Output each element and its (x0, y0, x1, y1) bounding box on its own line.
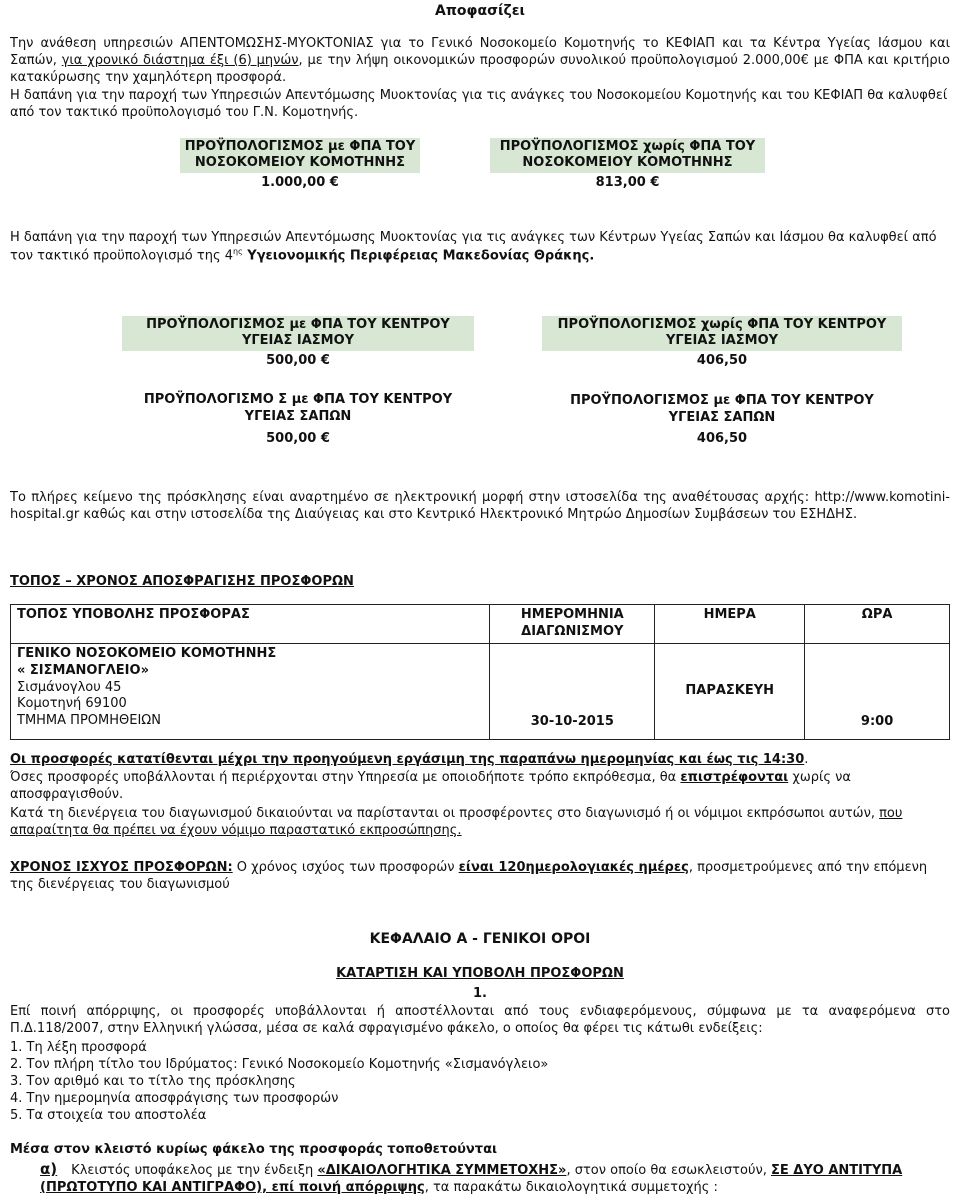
inside-envelope-heading: Μέσα στον κλειστό κυρίως φάκελο της προσφοράς τοποθετούνται (10, 1142, 498, 1157)
budget-without-vat-label: ΠΡΟΫΠΟΛΟΓΙΣΜΟΣ χωρίς ΦΠΑ ΤΟΥ ΝΟΣΟΚΟΜΕΙΟΥ ΚΟΜΟΤΗΝΗΣ (490, 138, 765, 173)
page-title: Αποφασίζει (435, 3, 525, 19)
place-line-5: ΤΜΗΜΑ ΠΡΟΜΗΘΕΙΩΝ (17, 713, 161, 729)
place-line-2: « ΣΙΣΜΑΝΟΓΛΕΙΟ» (17, 662, 149, 678)
chapter-subtitle: ΚΑΤΑΡΤΙΣΗ ΚΑΙ ΥΠΟΒΟΛΗ ΠΡΟΣΦΟΡΩΝ (336, 966, 624, 981)
sched-header-place: ΤΟΠΟΣ ΥΠΟΒΟΛΗΣ ΠΡΟΣΦΟΡΑΣ (11, 605, 490, 644)
validity-c: , προσμετρούμενες από την επόμενη της διενέργειας του διαγωνισμού (10, 860, 928, 892)
alpha-a: Κλειστός υποφάκελος με την ένδειξη (71, 1163, 318, 1178)
alpha-c: , στον οποίο θα εσωκλειστούν, (566, 1163, 771, 1178)
budget-with-vat-label: ΠΡΟΫΠΟΛΟΓΙΣΜΟΣ με ΦΠΑ ΤΟΥ ΝΟΣΟΚΟΜΕΙΟΥ ΚΟΜΟΤΗΝΗΣ (180, 138, 420, 173)
budget-table-health-centers (122, 316, 902, 450)
full-text-paragraph: Το πλήρες κείμενο της πρόσκλησης είναι αναρτημένο σε ηλεκτρονική μορφή στην ιστοσελίδα της αναθέτουσας αρχής: http://www.komotini-hospital.gr καθώς και στην ιστοσελίδα της Διαύγειας και στο Κεντρικό Ηλεκτρονικό Μητρώο Δημοσίων Συμβάσεων του ΕΣΗΔΗΣ. (10, 490, 950, 522)
list-item: 1. Τη λέξη προσφορά (10, 1040, 147, 1055)
intro-p1-part-b: , με την λήψη οικονομικών προσφορών συνολικού προϋπολογισμού 2.000,00€ με ΦΠΑ και κριτήριο κατακύρωσης την χαμηλότερη προσφορά. (10, 52, 950, 85)
place-time-heading: ΤΟΠΟΣ – ΧΡΟΝΟΣ ΑΠΟΣΦΡΑΓΙΣΗΣ ΠΡΟΣΦΟΡΩΝ (10, 574, 354, 589)
place-line-3: Σισμάνογλου 45 (17, 679, 122, 695)
p3-text: Η δαπάνη για την παροχή των Υπηρεσιών Απεντόμωσης Μυοκτονίας για τις ανάγκες των Κέντρων Υγείας Σαπών και Ιάσμου θα καλυφθεί από τον τακτικό προϋπολογισμό της 4 (10, 230, 937, 264)
list-item: 5. Τα στοιχεία του αποστολέα (10, 1107, 207, 1123)
validity-label: ΧΡΟΝΟΣ ΙΣΧΥΟΣ ΠΡΟΣΦΟΡΩΝ: (10, 860, 233, 875)
schedule-table (10, 604, 950, 740)
iasmou-without-vat-label: ΠΡΟΫΠΟΛΟΓΙΣΜΟΣ χωρίς ΦΠΑ ΤΟΥ ΚΕΝΤΡΟΥ ΥΓΕΙΑΣ ΙΑΣΜΟΥ (542, 316, 902, 351)
sched-time: 9:00 (805, 643, 950, 739)
intro-p1-part-a: Την ανάθεση υπηρεσιών ΑΠΕΝΤΟΜΩΣΗΣ-ΜΥΟΚΤΟΝΙΑΣ για το Γενικό Νοσοκομείο Κομοτηνής το ΚΕΦΙΑΠ και τα Κέντρα Υγείας Ιάσμου και Σαπών, (10, 36, 950, 68)
sched-date: 30-10-2015 (490, 643, 655, 739)
late-a: Όσες προσφορές υποβάλλονται ή περιέρχονται στην Υπηρεσία με οποιοδήποτε τρόπο εκπρόθεσμα, θα (10, 770, 681, 785)
alpha-d: ΣΕ ΔΥΟ ΑΝΤΙΤΥΠΑ (ΠΡΩΤΟΤΥΠΟ ΚΑΙ ΑΝΤΙΓΡΑΦΟ), επί ποινή απόρριψης (40, 1163, 903, 1195)
budget-with-vat-value: 1.000,00 € (180, 173, 420, 194)
alpha-b: «ΔΙΚΑΙΟΛΟΓΗΤΙΚΑ ΣΥΜΜΕΤΟΧΗΣ» (317, 1163, 567, 1178)
sched-place-cell (11, 643, 490, 739)
deadline-note: Οι προσφορές κατατίθενται μέχρι την προηγούμενη εργάσιμη της παραπάνω ημερομηνίας και έως τις 14:30. (10, 752, 809, 767)
intro-paragraph-1 (10, 36, 950, 87)
place-line-4: Κομοτηνή 69100 (17, 696, 127, 712)
envelope-list (10, 1040, 950, 1124)
sapon-with-vat-value: 500,00 € (122, 429, 474, 450)
budget-without-vat-value: 813,00 € (490, 173, 765, 194)
list-item: 2. Τον πλήρη τίτλο του Ιδρύματος: Γενικό Νοσοκομείο Κομοτηνής «Σισμανόγλειο» (10, 1056, 549, 1072)
list-item: 4. Την ημερομηνία αποσφράγισης των προσφορών (10, 1090, 339, 1106)
attendance-note (10, 806, 950, 840)
sched-header-date: ΗΜΕΡΟΜΗΝΙΑ ΔΙΑΓΩΝΙΣΜΟΥ (490, 605, 655, 644)
budget-table-hospital (180, 138, 765, 193)
sched-day: ΠΑΡΑΣΚΕΥΗ (655, 643, 805, 739)
late-b: επιστρέφονται (680, 770, 789, 785)
validity-b: είναι 120ημερολογιακές ημέρες (458, 860, 689, 875)
sched-header-day: ΗΜΕΡΑ (655, 605, 805, 644)
validity-a: Ο χρόνος ισχύος των προσφορών (232, 860, 459, 875)
attend-a: Κατά τη διενέργεια του διαγωνισμού δικαιούνται να παρίστανται οι προσφέροντες στο διαγωνισμό ή οι νόμιμοι εκπρόσωποι αυτών, (10, 806, 880, 821)
paragraph-health-centers (10, 230, 950, 265)
sapon-second-value: 406,50 (542, 429, 902, 450)
intro-p1-underlined: για χρονικό διάστημα έξι (6) μηνών (61, 52, 299, 68)
chapter-number: 1. (473, 986, 487, 1001)
iasmou-with-vat-label: ΠΡΟΫΠΟΛΟΓΙΣΜΟΣ με ΦΠΑ ΤΟΥ ΚΕΝΤΡΟΥ ΥΓΕΙΑΣ ΙΑΣΜΟΥ (122, 316, 474, 351)
late-offers-note (10, 770, 950, 804)
intro-paragraph-2: Η δαπάνη για την παροχή των Υπηρεσιών Απεντόμωσης Μυοκτονίας για τις ανάγκες του Νοσοκομείου Κομοτηνής και του ΚΕΦΙΑΠ θα καλυφθεί από τον τακτικό προϋπολογισμό του Γ.Ν. Κομοτηνής. (10, 88, 948, 120)
sched-header-time: ΩΡΑ (805, 605, 950, 644)
chapter-paragraph: Επί ποινή απόρριψης, οι προσφορές υποβάλλονται ή αποστέλλονται από τους ενδιαφερόμενους, σύμφωνα με τα αναφερόμενα στο Π.Δ.118/2007, στην Ελληνική γλώσσα, μέσα σε καλά σφραγισμένο φάκελο, ο οποίος θα φέρει τις κάτωθι ενδείξεις: (10, 1004, 950, 1036)
alpha-e: , τα παρακάτω δικαιολογητικά συμμετοχής : (424, 1179, 718, 1195)
chapter-title: ΚΕΦΑΛΑΙΟ Α - ΓΕΝΙΚΟΙ ΟΡΟΙ (369, 931, 591, 947)
place-line-1: ΓΕΝΙΚΟ ΝΟΣΟΚΟΜΕΙΟ ΚΟΜΟΤΗΝΗΣ (17, 645, 277, 661)
p3-superscript: ης (232, 246, 243, 256)
sapon-with-vat-label: ΠΡΟΫΠΟΛΟΓΙΣΜΟ Σ με ΦΠΑ ΤΟΥ ΚΕΝΤΡΟΥ ΥΓΕΙΑΣ ΣΑΠΩΝ (122, 391, 474, 429)
validity-paragraph (10, 860, 950, 894)
late-c: χωρίς να αποσφραγισθούν. (10, 770, 851, 802)
alpha-label: α) (40, 1160, 58, 1178)
attend-b: που απαραίτητα θα πρέπει να έχουν νόμιμο παραστατικό εκπροσώπησης. (10, 806, 903, 838)
alpha-item (10, 1160, 950, 1197)
deadline-text: Οι προσφορές κατατίθενται μέχρι την προηγούμενη εργάσιμη της παραπάνω ημερομηνίας και έως τις 14:30 (10, 752, 805, 767)
iasmou-without-vat-value: 406,50 (542, 351, 902, 372)
list-item: 3. Τον αριθμό και το τίτλο της πρόσκλησης (10, 1073, 296, 1089)
iasmou-with-vat-value: 500,00 € (122, 351, 474, 372)
sapon-second-label: ΠΡΟΫΠΟΛΟΓΙΣΜΟΣ με ΦΠΑ ΤΟΥ ΚΕΝΤΡΟΥ ΥΓΕΙΑΣ ΣΑΠΩΝ (542, 391, 902, 429)
p3-end: Υγειονομικής Περιφέρειας Μακεδονίας Θράκης. (242, 248, 595, 264)
